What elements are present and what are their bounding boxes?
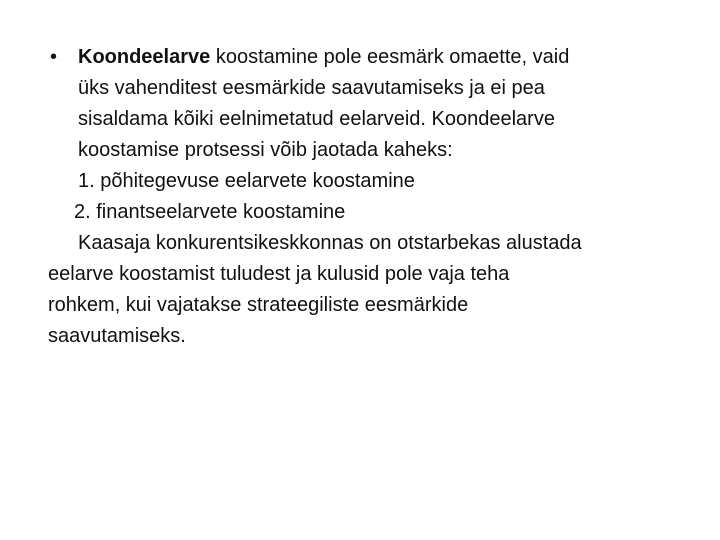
paragraph-1-line-2: üks vahenditest eesmärkide saavutamiseks ja ei pea: [78, 77, 545, 99]
paragraph-1-line-3: sisaldama kõiki eelnimetatud eelarveid. Koondeelarve: [78, 108, 555, 130]
paragraph-2-line-2: eelarve koostamist tuludest ja kulusid pole vaja teha: [48, 263, 510, 285]
paragraph-1-line-1: [78, 42, 698, 73]
slide-body: [48, 42, 698, 352]
bold-term: Koondeelarve: [78, 46, 211, 68]
paragraph-2-line-3: rohkem, kui vajatakse strateegiliste eesmärkide: [48, 294, 469, 316]
list-item-2: 2. finantseelarvete koostamine: [74, 201, 346, 223]
paragraph-2-line-1: Kaasaja konkurentsikeskkonnas on otstarbekas alustada: [78, 232, 582, 254]
bullet-icon: •: [50, 46, 58, 68]
paragraph-2: [48, 228, 698, 352]
paragraph-1-line-4: koostamise protsessi võib jaotada kaheks:: [78, 139, 453, 161]
list-item-1: 1. põhitegevuse eelarvete koostamine: [78, 170, 415, 192]
bullet-paragraph: [48, 42, 698, 166]
paragraph-1-line-1-rest: koostamine pole eesmärk omaette, vaid: [210, 46, 570, 68]
paragraph-2-line-4: saavutamiseks.: [48, 325, 186, 347]
